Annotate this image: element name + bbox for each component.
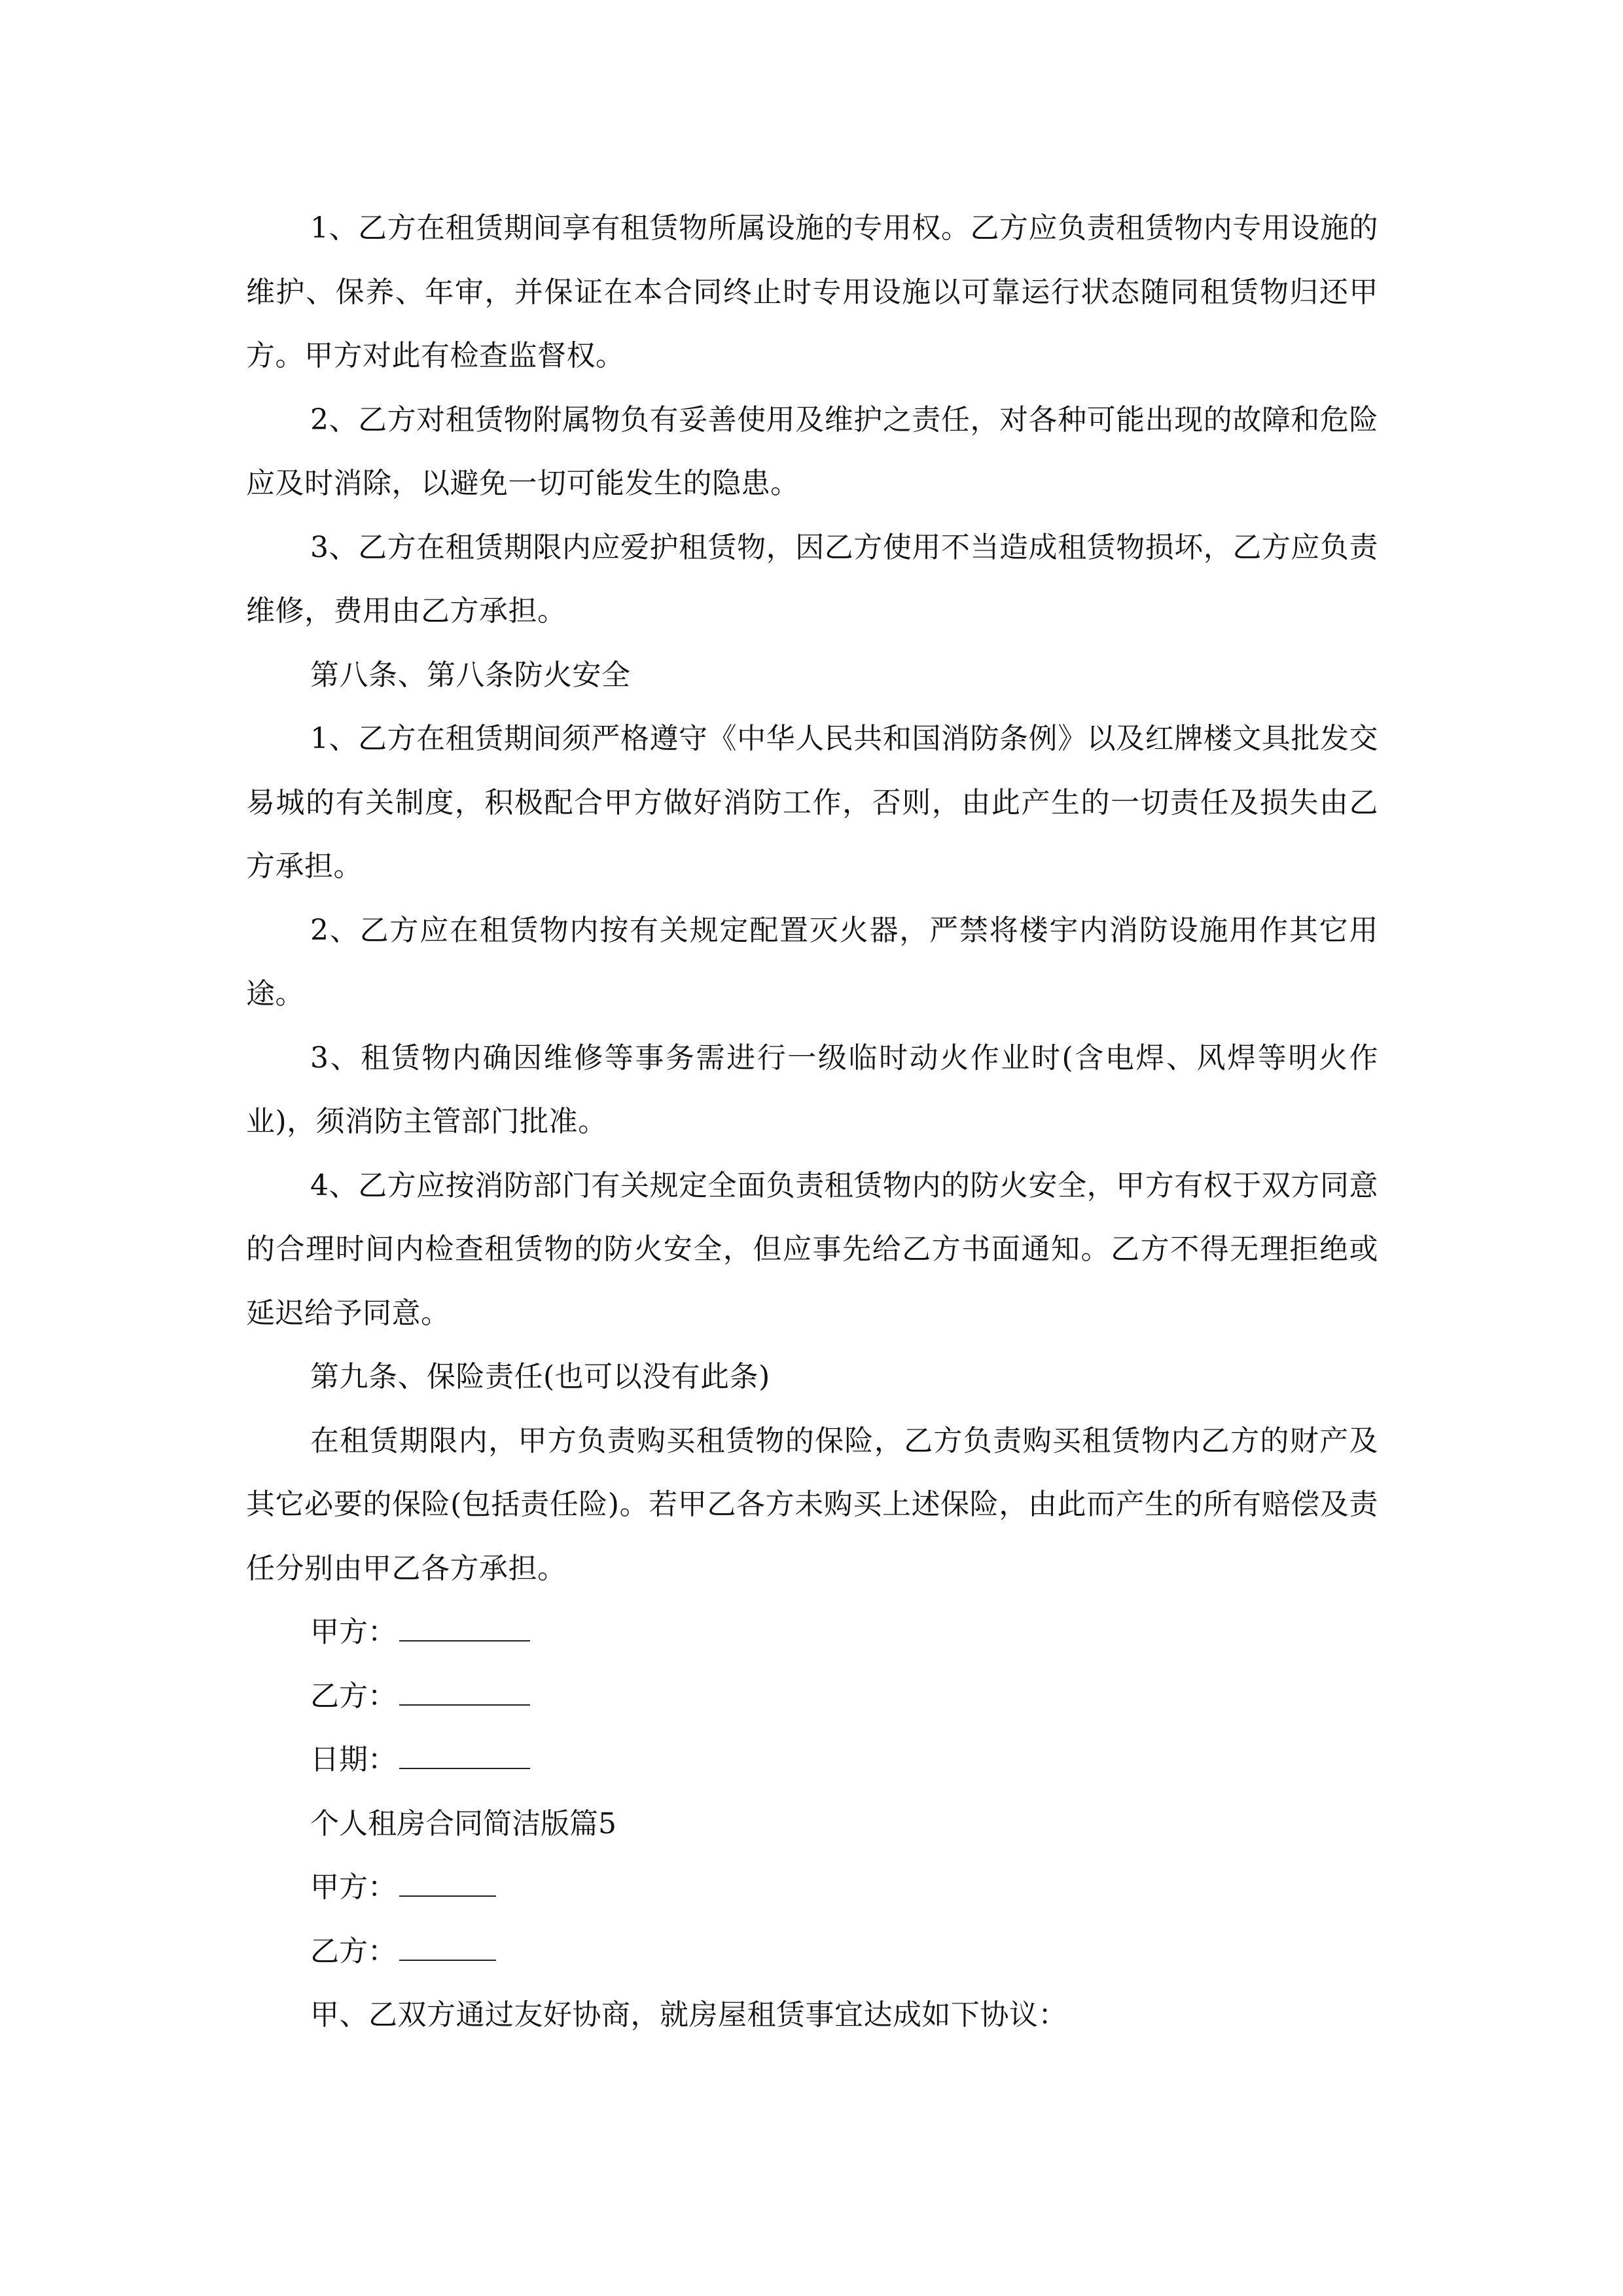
clause-9-body: 在租赁期限内，甲方负责购买租赁物的保险，乙方负责购买租赁物内乙方的财产及其它必要的保险(包括责任险)。若甲乙各方未购买上述保险，由此而产生的所有赔偿及责任分别由甲乙各方承担。 [246,1424,1378,1585]
contract-party-b-blank [399,1959,496,1961]
clause-8-item-3: 3、租赁物内确因维修等事务需进行一级临时动火作业时(含电焊、风焊等明火作业)，须消防主管部门批准。 [246,1041,1378,1138]
signature-party-a-blank [399,1640,530,1641]
contract-party-a-blank [399,1895,496,1897]
clause-7-item-2: 2、乙方对租赁物附属物负有妥善使用及维护之责任，对各种可能出现的故障和危险应及时消除，以避免一切可能发生的隐患。 [246,403,1378,500]
clause-7-item-3: 3、乙方在租赁期限内应爱护租赁物，因乙方使用不当造成租赁物损坏，乙方应负责维修，费用由乙方承担。 [246,530,1378,628]
signature-party-b [246,1664,1378,1729]
closing-paragraph: 甲、乙双方通过友好协商，就房屋租赁事宜达成如下协议： [310,1998,1067,2032]
signature-date-blank [399,1767,530,1769]
section-title: 个人租房合同简洁版篇5 [310,1806,616,1840]
contract-party-a-label: 甲方： [310,1871,397,1904]
document-page [246,196,1378,2047]
signature-party-a [246,1600,1378,1664]
signature-party-a-label: 甲方： [310,1615,397,1649]
clause-7-item-1: 1、乙方在租赁期间享有租赁物所属设施的专用权。乙方应负责租赁物内专用设施的维护、保养、年审，并保证在本合同终止时专用设施以可靠运行状态随同租赁物归还甲方。甲方对此有检查监督权。 [246,211,1378,372]
contract-party-a [246,1856,1378,1920]
clause-8-item-4: 4、乙方应按消防部门有关规定全面负责租赁物内的防火安全，甲方有权于双方同意的合理时间内检查租赁物的防火安全，但应事先给乙方书面通知。乙方不得无理拒绝或延迟给予同意。 [246,1168,1378,1330]
signature-date [246,1728,1378,1792]
signature-date-label: 日期： [310,1743,397,1776]
signature-party-b-label: 乙方： [310,1679,397,1713]
clause-8-item-2: 2、乙方应在租赁物内按有关规定配置灭火器，严禁将楼宇内消防设施用作其它用途。 [246,913,1378,1011]
contract-party-b [246,1920,1378,1984]
contract-party-b-label: 乙方： [310,1934,397,1968]
clause-8-heading: 第八条、第八条防火安全 [310,658,631,692]
clause-8-item-1: 1、乙方在租赁期间须严格遵守《中华人民共和国消防条例》以及红牌楼文具批发交易城的有关制度，积极配合甲方做好消防工作，否则，由此产生的一切责任及损失由乙方承担。 [246,722,1378,883]
signature-party-b-blank [399,1704,530,1706]
clause-9-heading: 第九条、保险责任(也可以没有此条) [310,1360,770,1393]
